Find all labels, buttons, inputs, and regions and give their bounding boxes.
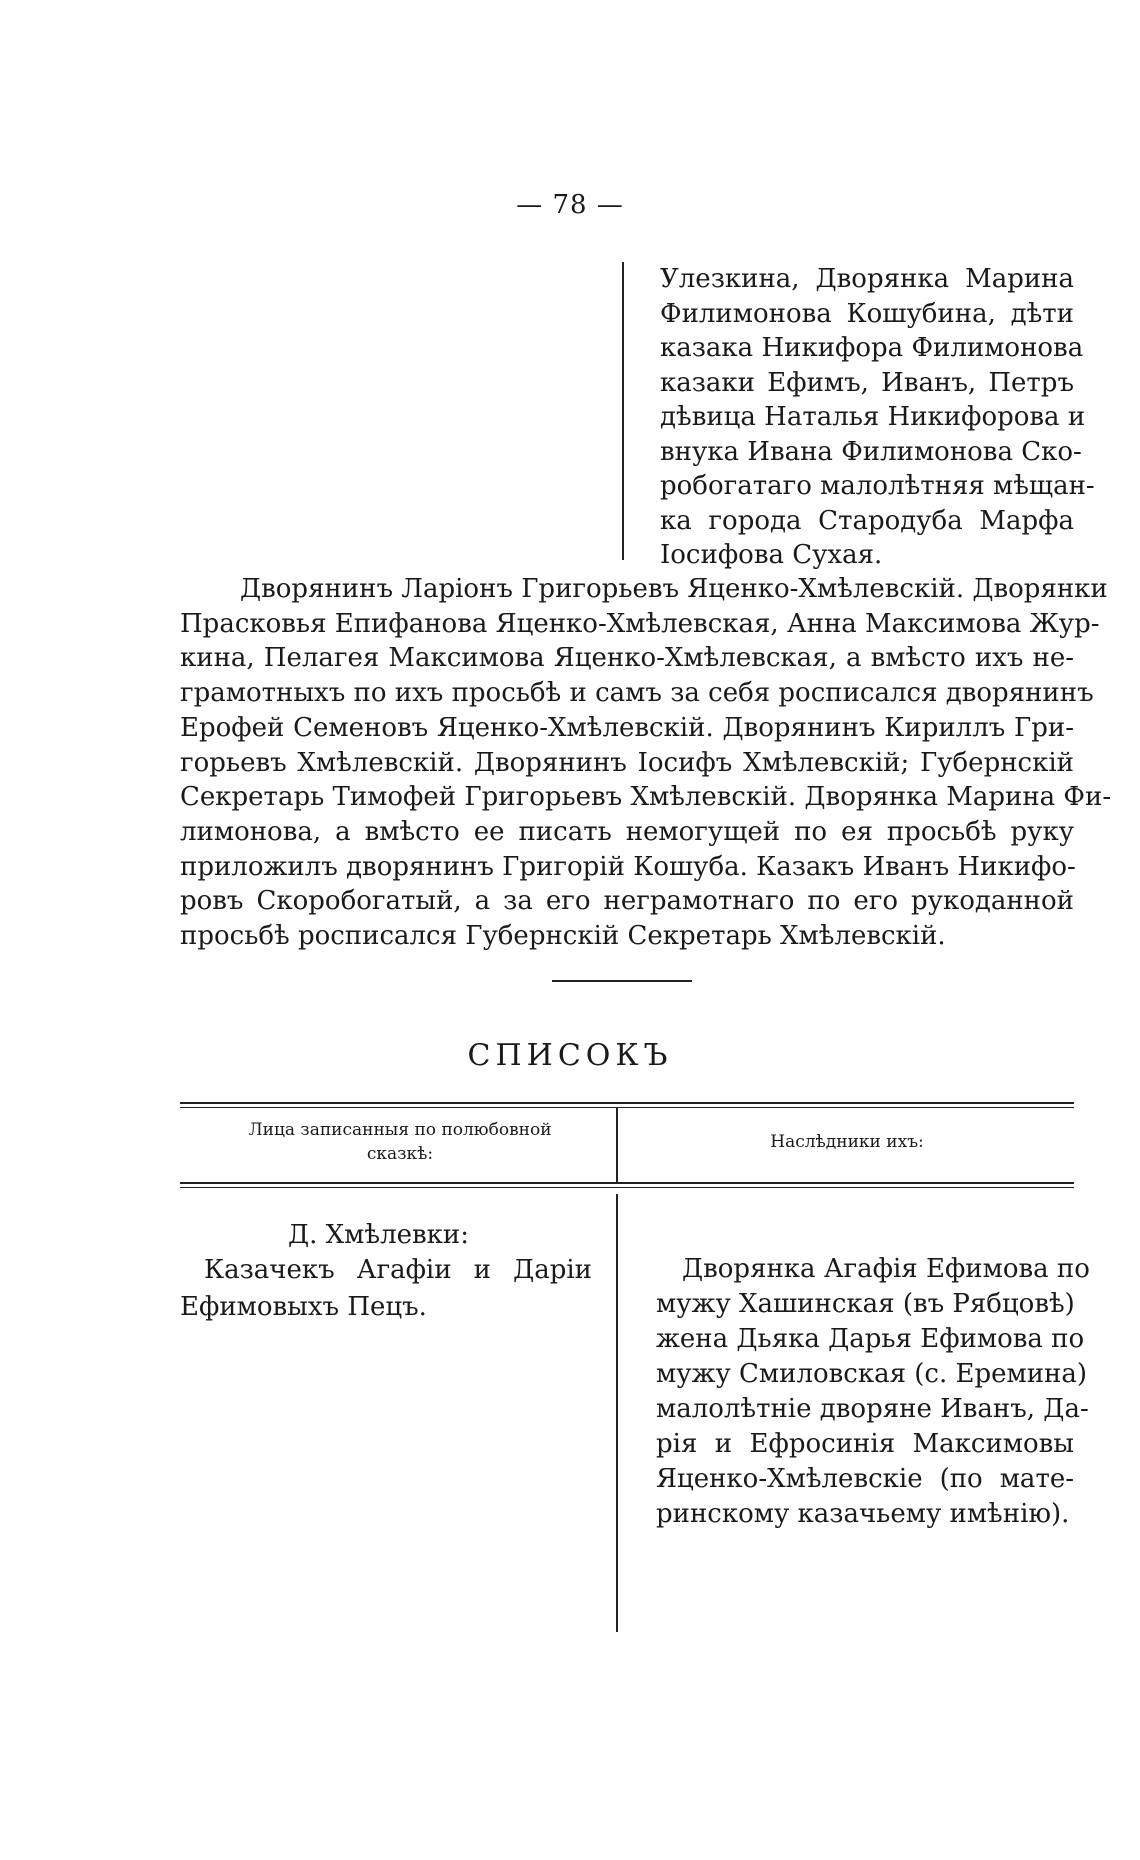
text-line: Казачекъ Агафіи и Даріи [204, 1255, 592, 1285]
text-line: Іосифова Сухая. [660, 540, 883, 570]
header-left-line: сказкѣ: [366, 1144, 434, 1164]
right-cell [656, 1252, 1090, 1532]
section-divider [552, 980, 692, 982]
text-line: ка города Стародуба Марфа [660, 505, 1074, 536]
left-cell [180, 1218, 592, 1326]
text-line: ринскому казачьему имѣнію). [656, 1499, 1070, 1529]
header-left [200, 1118, 600, 1166]
text-line: внука Ивана Филимонова Ско- [660, 436, 1082, 467]
text-line: Ерофей Семеновъ Яценко-Хмѣлевскій. Дворянинъ Кириллъ Гри- [180, 712, 1074, 743]
header-column-divider [616, 1108, 618, 1184]
text-line: мужу Смиловская (с. Еремина) [656, 1359, 1088, 1389]
table-header-rule [180, 1182, 1074, 1188]
vertical-rule [622, 262, 624, 560]
text-line: ровъ Скоробогатый, а за его неграмотнаго по его рукоданной [180, 886, 1074, 917]
village-heading: Д. Хмѣлевки: [288, 1220, 469, 1250]
text-line: Улезкина, Дворянка Марина [660, 264, 1074, 294]
text-line: Дворянинъ Ларіонъ Григорьевъ Яценко-Хмѣлевскій. Дворянки [240, 574, 1108, 604]
text-line: рія и Ефросинія Максимовы [656, 1429, 1074, 1459]
text-line: Филимонова Кошубина, дѣти [660, 298, 1074, 329]
text-line: кина, Пелагея Максимова Яценко-Хмѣлевская, а вмѣсто ихъ не- [180, 643, 1074, 674]
text-line: казака Никифора Филимонова [660, 333, 1084, 363]
text-line: малолѣтніе дворяне Иванъ, Да- [656, 1394, 1089, 1424]
table-top-rule [180, 1102, 1074, 1108]
header-left-line: Лица записанныя по полюбовной [248, 1120, 552, 1140]
text-line: Яценко-Хмѣлевскіе (по мате- [656, 1464, 1074, 1494]
page-number: — 78 — [516, 190, 624, 220]
text-line: лимонова, а вмѣсто ее писать немогущей по ея просьбѣ руку [180, 816, 1074, 847]
text-line: грамотныхъ по ихъ просьбѣ и самъ за себя росписался дворянинъ [180, 678, 1094, 709]
text-line: горьевъ Хмѣлевскій. Дворянинъ Іосифъ Хмѣлевскій; Губернскій [180, 747, 1074, 778]
text-line: мужу Хашинская (въ Рябцовѣ) [656, 1289, 1075, 1319]
text-line: Прасковья Епифанова Яценко-Хмѣлевская, Анна Максимова Жур- [180, 608, 1100, 639]
text-line: приложилъ дворянинъ Григорій Кошуба. Казакъ Иванъ Никифо- [180, 851, 1076, 882]
text-line: Дворянка Агафія Ефимова по [682, 1254, 1090, 1284]
text-line: дѣвица Наталья Никифорова и [660, 402, 1086, 432]
signatures-paragraph [180, 572, 1112, 954]
text-line: казаки Ефимъ, Иванъ, Петръ [660, 367, 1074, 398]
header-right: Наслѣдники ихъ: [770, 1132, 924, 1152]
text-line: Секретарь Тимофей Григорьевъ Хмѣлевскій. Дворянка Марина Фи- [180, 782, 1112, 813]
text-line: робогатаго малолѣтняя мѣщан- [660, 471, 1095, 501]
text-line: Ефимовыхъ Пецъ. [180, 1292, 427, 1322]
text-line: просьбѣ росписался Губернскій Секретарь Хмѣлевскій. [180, 921, 946, 952]
list-title: СПИСОКЪ [467, 1038, 673, 1073]
body-column-divider [616, 1194, 618, 1632]
top-block-text [660, 262, 1095, 573]
text-line: жена Дьяка Дарья Ефимова по [656, 1324, 1085, 1354]
